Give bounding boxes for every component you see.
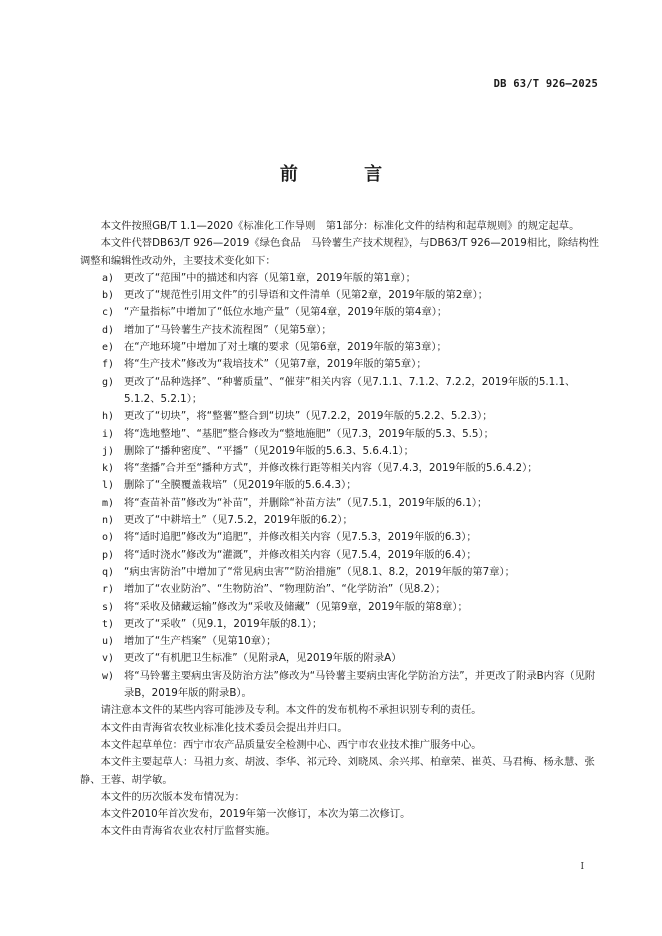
list-item-text: 更改了“中耕培土”（见7.5.2，2019年版的6.2）；: [124, 514, 353, 527]
list-marker: n): [102, 515, 115, 527]
closing-paragraph: 本文件2010年首次发布，2019年第一次修订，本次为第二次修订。: [100, 808, 411, 821]
list-item: [80, 408, 600, 425]
list-marker: c): [102, 307, 115, 319]
list-item-text: 更改了“规范性引用文件”的引导语和文件清单（见第2章，2019年版的第2章）；: [124, 289, 489, 302]
changes-list: [80, 270, 600, 702]
foreword-body: [80, 218, 600, 841]
list-marker: b): [102, 290, 115, 302]
list-item: [80, 547, 600, 564]
list-item-text: 更改了“采收”（见9.1，2019年版的8.1）；: [124, 617, 323, 630]
list-item: [80, 426, 600, 443]
list-marker: d): [102, 324, 115, 336]
list-marker: m): [102, 497, 115, 509]
list-marker: o): [102, 532, 115, 544]
list-marker: j): [102, 445, 115, 457]
list-item-text: 增加了“生产档案”（见第10章）；: [124, 635, 277, 648]
page-title: 前 言: [279, 164, 413, 185]
closing-paragraph: 本文件由青海省农业农村厅监督实施。: [100, 825, 276, 838]
list-item-text: 删除了“全膜覆盖栽培”（见2019年版的5.6.4.3）；: [124, 479, 357, 492]
document-code: DB 63/T 926—2025: [493, 78, 598, 90]
page-number: I: [580, 862, 584, 872]
list-item: [80, 287, 600, 304]
list-item-text: 更改了“范围”中的描述和内容（见第1章，2019年版的第1章）；: [124, 271, 416, 284]
list-marker: s): [102, 601, 115, 613]
list-item: [80, 339, 600, 356]
list-marker: p): [102, 549, 115, 561]
list-item-text: “病虫害防治”中增加了“常见病虫害”“防治措施”（见8.1、8.2，2019年版的第7章）；: [124, 565, 515, 578]
list-item: [80, 633, 600, 650]
closing-paragraph: 本文件由青海省农牧业标准化技术委员会提出并归口。: [100, 721, 348, 734]
list-item: [80, 356, 600, 373]
list-item-text: 将“垄播”合并至“播种方式”，并修改株行距等相关内容（见7.4.3，2019年版的5.6.4.2）；: [124, 462, 538, 475]
list-item-text: 将“查苗补苗”修改为“补苗”，并删除“补苗方法”（见7.5.1，2019年版的6.1）；: [124, 496, 488, 509]
list-item: [80, 564, 600, 581]
list-marker: i): [102, 428, 115, 440]
list-marker: v): [102, 653, 115, 665]
list-marker: w): [102, 670, 115, 682]
list-item: [80, 374, 600, 409]
list-item: [80, 650, 600, 667]
list-item: [80, 599, 600, 616]
list-item: [80, 443, 600, 460]
list-item: [80, 304, 600, 321]
list-item: [80, 477, 600, 494]
list-item: [80, 668, 600, 703]
list-marker: a): [102, 272, 115, 284]
list-marker: t): [102, 618, 115, 630]
list-item-text: 将“适时追肥”修改为“追肥”，并修改相关内容（见7.5.3，2019年版的6.3）；: [124, 531, 477, 544]
list-item-text: 增加了“马铃薯生产技术流程图”（见第5章）；: [124, 323, 332, 336]
intro-paragraph: 本文件按照GB/T 1.1—2020《标准化工作导则 第1部分：标准化文件的结构和起草规则》的规定起草。: [100, 220, 580, 232]
list-item: [80, 529, 600, 546]
list-item: [80, 581, 600, 598]
list-item: [80, 460, 600, 477]
closing-paragraph: 请注意本文件的某些内容可能涉及专利。本文件的发布机构不承担识别专利的责任。: [100, 704, 482, 717]
list-item: [80, 616, 600, 633]
list-marker: r): [102, 584, 115, 596]
list-marker: h): [102, 411, 115, 423]
closing-paragraph: 本文件起草单位：西宁市农产品质量安全检测中心、西宁市农业技术推广服务中心。: [100, 738, 482, 751]
list-item-text: 将“适时浇水”修改为“灌溉”，并修改相关内容（见7.5.4，2019年版的6.4）；: [124, 548, 477, 561]
list-item-text: 更改了“有机肥卫生标准”（见附录A，见2019年版的附录A）: [124, 652, 402, 665]
list-marker: g): [102, 376, 115, 388]
list-item-text: 增加了“农业防治”、“生物防治”、“物理防治”、“化学防治”（见8.2）；: [124, 583, 446, 596]
list-item-text: 将“生产技术”修改为“栽培技术”（见第7章，2019年版的第5章）；: [124, 358, 427, 371]
list-marker: f): [102, 359, 115, 371]
list-marker: l): [102, 480, 115, 492]
list-item-text: 在“产地环境”中增加了对土壤的要求（见第6章，2019年版的第3章）；: [124, 341, 447, 354]
intro-paragraph: 本文件代替DB63/T 926—2019《绿色食品 马铃薯生产技术规程》，与DB63/T 926—2019相比，除结构性调整和编辑性改动外，主要技术变化如下：: [80, 237, 599, 267]
list-item-text: “产量指标”中增加了“低位水地产量”（见第4章，2019年版的第4章）；: [124, 306, 448, 319]
list-item: [80, 512, 600, 529]
list-item-text: 将“选地整地”、“基肥”整合修改为“整地施肥”（见7.3，2019年版的5.3、5.5）；: [124, 427, 494, 440]
list-marker: u): [102, 636, 115, 648]
closing-paragraph: 本文件主要起草人：马祖力亥、胡波、李华、祁元玲、刘晓凤、余兴邦、柏章荣、崔英、马君梅、杨永慧、张静、王蓉、胡学敏。: [80, 756, 595, 786]
list-marker: q): [102, 566, 115, 578]
list-item-text: 将“采收及储藏运输”修改为“采收及储藏”（见第9章，2019年版的第8章）；: [124, 600, 468, 613]
list-item-text: 将“马铃薯主要病虫害及防治方法”修改为“马铃薯主要病虫害化学防治方法”，并更改了附录B内容（见附录B，2019年版的附录B）。: [124, 669, 596, 700]
list-item: [80, 495, 600, 512]
list-item-text: 更改了“品种选择”、“种薯质量”、“催芽”相关内容（见7.1.1、7.1.2、7.2.2，2019年版的5.1.1、5.1.2、5.2.1）；: [124, 375, 576, 405]
list-item-text: 删除了“播种密度”、“平播”（见2019年版的5.6.3、5.6.4.1）；: [124, 444, 414, 457]
list-item: [80, 270, 600, 287]
list-item: [80, 322, 600, 339]
closing-paragraph: 本文件的历次版本发布情况为：: [100, 790, 245, 803]
list-marker: k): [102, 463, 115, 475]
list-marker: e): [102, 342, 115, 354]
list-item-text: 更改了“切块”，将“整薯”整合到“切块”（见7.2.2，2019年版的5.2.2、5.2.3）；: [124, 410, 493, 423]
